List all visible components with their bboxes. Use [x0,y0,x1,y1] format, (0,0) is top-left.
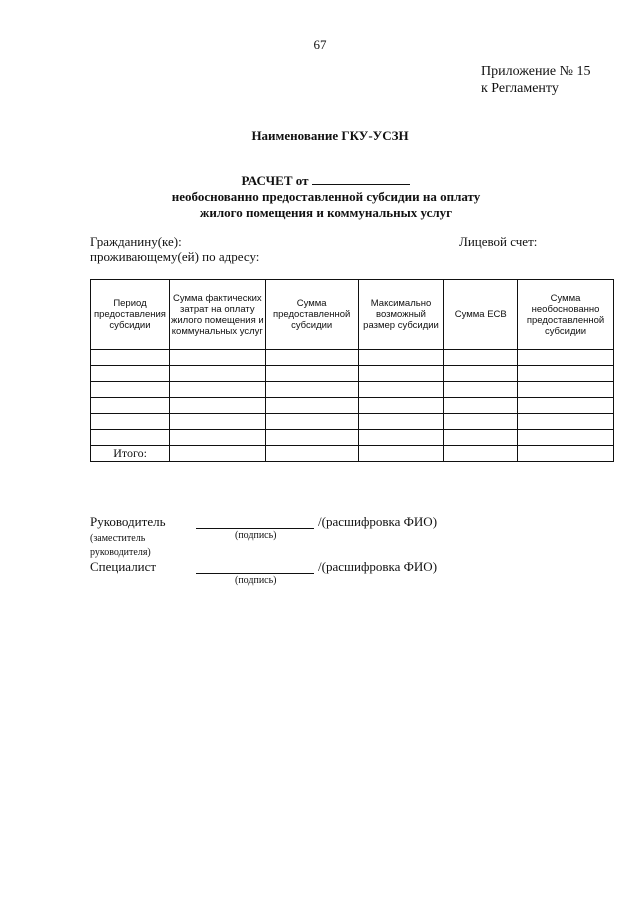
column-header-granted-subsidy: Сумма предоставленной субсидии [265,280,358,350]
table-cell[interactable] [518,414,614,430]
specialist-signature-line[interactable] [196,572,314,574]
total-label: Итого: [91,446,170,462]
table-cell[interactable] [518,382,614,398]
table-cell[interactable] [91,430,170,446]
table-cell[interactable] [518,398,614,414]
column-header-max-subsidy: Максимально возможный размер субсидии [358,280,444,350]
head-name-decode: /(расшифровка ФИО) [318,514,438,529]
table-cell[interactable] [265,430,358,446]
appendix-line-2: к Регламенту [481,81,559,96]
table-cell[interactable] [265,446,358,462]
organization-name: Наименование ГКУ-УСЗН [251,128,409,143]
table-row [91,382,614,398]
deputy-label-line-2: руководителя) [90,547,151,558]
table-cell[interactable] [169,350,265,366]
specialist-role-label: Специалист [90,559,157,574]
table-cell[interactable] [518,350,614,366]
specialist-name-decode: /(расшифровка ФИО) [318,559,438,574]
citizen-label: Гражданину(ке): [90,234,182,249]
appendix-line-1: Приложение № 15 [481,64,591,79]
page-number: 67 [313,37,327,52]
table-cell[interactable] [444,398,518,414]
table-row [91,366,614,382]
table-cell[interactable] [265,366,358,382]
table-cell[interactable] [444,366,518,382]
table-cell[interactable] [169,430,265,446]
table-cell[interactable] [518,430,614,446]
column-header-esv: Сумма ЕСВ [444,280,518,350]
date-blank-line [312,173,410,185]
title-line-3: жилого помещения и коммунальных услуг [199,205,453,220]
table-cell[interactable] [444,414,518,430]
table-cell[interactable] [358,398,444,414]
head-role-label: Руководитель [90,514,166,529]
table-row [91,430,614,446]
table-cell[interactable] [358,446,444,462]
title-line-2: необоснованно предоставленной субсидии на оплату [171,189,481,204]
deputy-label-line-1: (заместитель [90,533,146,544]
column-header-actual-costs: Сумма фактических затрат на оплату жилого помещения и коммунальных услуг [169,280,265,350]
table-cell[interactable] [358,430,444,446]
table-cell[interactable] [518,446,614,462]
table-cell[interactable] [265,350,358,366]
table-row [91,350,614,366]
table-cell[interactable] [358,366,444,382]
address-label: проживающему(ей) по адресу: [90,249,260,264]
table-cell[interactable] [91,398,170,414]
head-signature-caption: (подпись) [235,530,277,541]
table-cell[interactable] [444,350,518,366]
table-cell[interactable] [91,366,170,382]
title-line-1 [12,173,640,189]
table-cell[interactable] [91,382,170,398]
calculation-table [90,279,614,462]
table-cell[interactable] [91,350,170,366]
table-cell[interactable] [169,414,265,430]
specialist-signature-caption: (подпись) [235,575,277,586]
table-cell[interactable] [518,366,614,382]
table-cell[interactable] [265,382,358,398]
title-calc-label: РАСЧЕТ от [241,173,309,188]
appendix-reference [481,63,591,97]
table-cell[interactable] [169,366,265,382]
table-cell[interactable] [169,382,265,398]
column-header-unjustified-subsidy: Сумма необоснованно предоставленной субсидии [518,280,614,350]
citizen-block [90,234,259,264]
head-signature-line[interactable] [196,527,314,529]
table-cell[interactable] [358,382,444,398]
table-cell[interactable] [169,446,265,462]
table-cell[interactable] [91,414,170,430]
table-total-row [91,446,614,462]
table-row [91,414,614,430]
column-header-period: Период предоставления субсидии [91,280,170,350]
document-title [0,173,640,221]
table-header-row [91,280,614,350]
table-cell[interactable] [444,382,518,398]
table-cell[interactable] [265,398,358,414]
table-cell[interactable] [358,350,444,366]
table-cell[interactable] [169,398,265,414]
account-label: Лицевой счет: [459,234,538,249]
table-cell[interactable] [265,414,358,430]
table-row [91,398,614,414]
table-cell[interactable] [444,446,518,462]
table-cell[interactable] [444,430,518,446]
table-cell[interactable] [358,414,444,430]
